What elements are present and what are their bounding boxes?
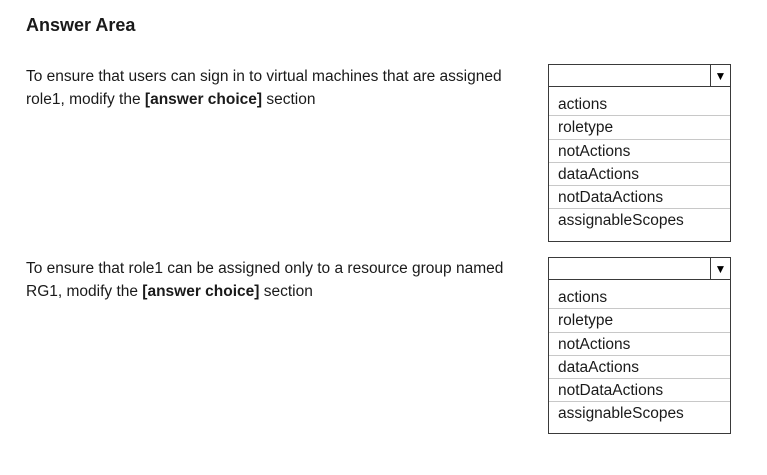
question-2-text-after: section	[259, 283, 313, 300]
question-2-answer-placeholder: [answer choice]	[142, 283, 260, 300]
question-2-select-box[interactable]	[549, 258, 730, 280]
question-1-text-before: To ensure that users can sign in to virtual machines that are assigned role1, modify the	[26, 68, 502, 108]
option-notactions[interactable]: notActions	[549, 140, 730, 163]
question-1-dropdown[interactable]	[548, 64, 731, 242]
question-1-options-list	[549, 93, 730, 233]
option-roletype[interactable]: roletype	[549, 309, 730, 332]
question-2-text-before: To ensure that role1 can be assigned only to a resource group named RG1, modify the	[26, 260, 504, 300]
question-1-text	[26, 65, 536, 111]
question-1-answer-placeholder: [answer choice]	[144, 91, 263, 108]
answer-area-title: Answer Area	[26, 15, 136, 35]
option-notdataactions[interactable]: notDataActions	[549, 186, 730, 209]
option-actions[interactable]: actions	[549, 93, 730, 116]
option-dataactions[interactable]: dataActions	[549, 356, 730, 379]
question-2-options-list	[549, 286, 730, 426]
option-actions[interactable]: actions	[549, 286, 730, 309]
dropdown-arrow-icon[interactable]: ▼	[710, 258, 730, 279]
question-1-select-box[interactable]	[549, 65, 730, 87]
question-2-text	[26, 257, 536, 303]
option-notactions[interactable]: notActions	[549, 333, 730, 356]
option-assignablescopes[interactable]: assignableScopes	[558, 212, 684, 230]
dropdown-arrow-icon[interactable]: ▼	[710, 65, 730, 86]
question-2-dropdown[interactable]	[548, 257, 731, 434]
option-dataactions[interactable]: dataActions	[549, 163, 730, 186]
question-1-text-after: section	[262, 91, 316, 108]
option-assignablescopes[interactable]: assignableScopes	[558, 405, 684, 423]
option-roletype[interactable]: roletype	[549, 116, 730, 139]
option-notdataactions[interactable]: notDataActions	[549, 379, 730, 402]
